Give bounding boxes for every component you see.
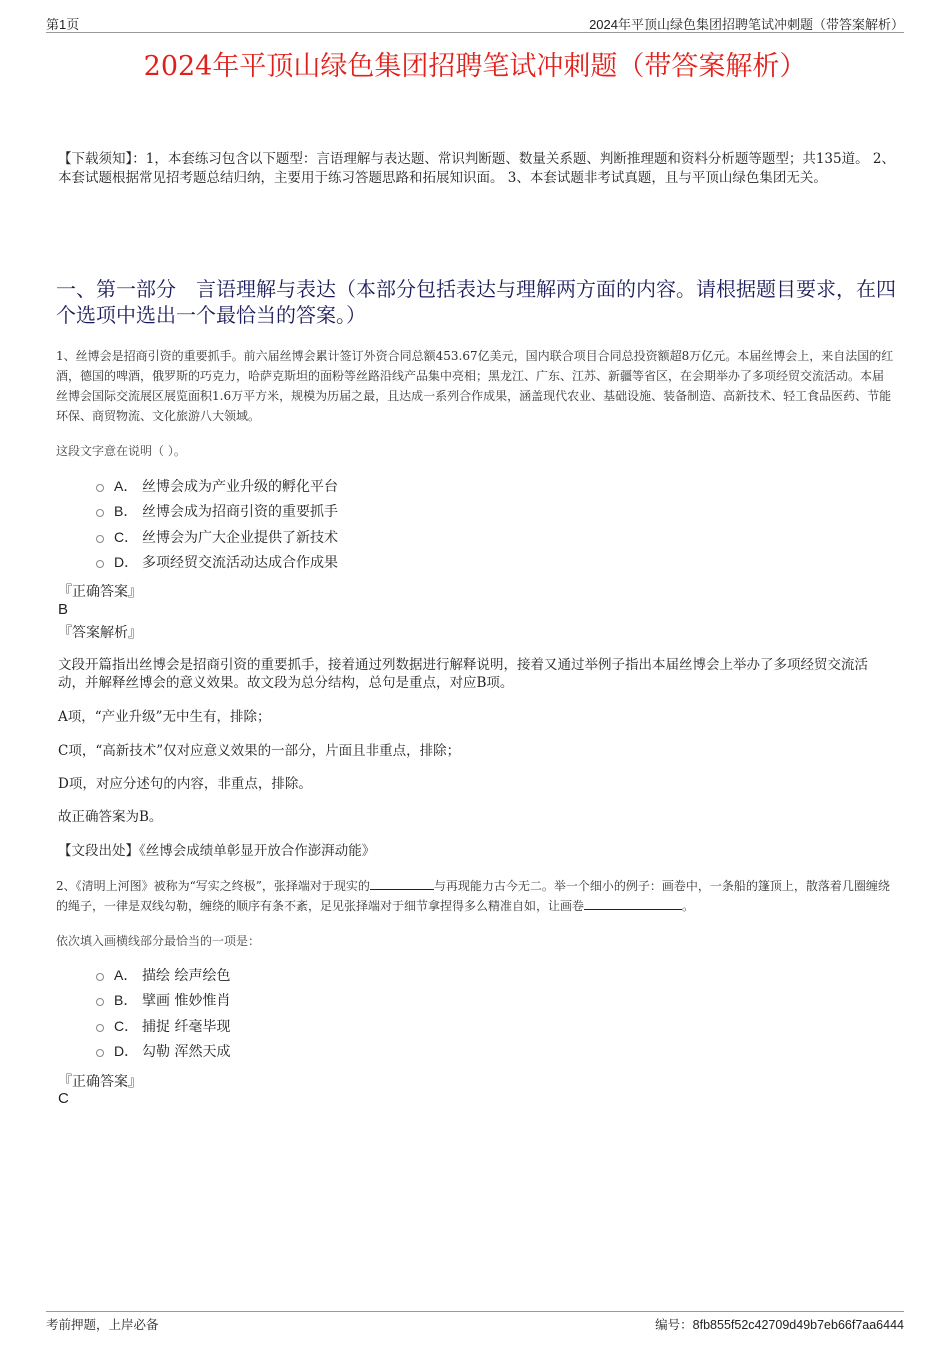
option-c[interactable]: C． 捕捉 纤毫毕现 bbox=[96, 1013, 230, 1039]
option-text: 描绘 绘声绘色 bbox=[142, 967, 231, 984]
download-notice: 【下载须知】：1，本套练习包含以下题型：言语理解与表达题、常识判断题、数量关系题、判断推理题和资料分析题等题型；共135道。 2、本套试题根据常见招考题总结归纳，主要用于练习答题思路和拓展知识面。 3、本套试题非考试真题，且与平顶山绿色集团无关。 bbox=[58, 151, 895, 186]
radio-icon[interactable] bbox=[96, 535, 104, 543]
answer-value: B bbox=[58, 601, 69, 618]
option-text: 多项经贸交流活动达成合作成果 bbox=[142, 555, 338, 572]
analysis-source: 【文段出处】《丝博会成绩单彰显开放合作澎湃动能》 bbox=[58, 843, 376, 859]
section-heading: 一、第一部分 言语理解与表达（本部分包括表达与理解两方面的内容。请根据题目要求，在四个选项中选出一个最恰当的答案。） bbox=[56, 277, 896, 327]
question-2-text: 2、《清明上河图》被称为“写实之终极”，张择端对于现实的 与再现能力古今无二。举一个细小的例子：画卷中，一条船的篷顶上，散落着几圈缠绕的绳子，一律是双线勾勒，缠绕的顺序有条不紊，足见张择端对于细节拿捏得多么精准自如，让画卷 。 bbox=[56, 879, 890, 913]
answer-label: 『正确答案』 bbox=[58, 1074, 142, 1090]
page-number: 第1页 bbox=[46, 17, 80, 32]
option-text: 擘画 惟妙惟肖 bbox=[142, 993, 231, 1010]
header-doc-title: 2024年平顶山绿色集团招聘笔试冲刺题（带答案解析） bbox=[589, 17, 904, 32]
option-d[interactable]: D． 勾勒 浑然天成 bbox=[96, 1039, 230, 1065]
option-text: 丝博会成为产业升级的孵化平台 bbox=[142, 478, 338, 495]
option-b[interactable]: B． 擘画 惟妙惟肖 bbox=[96, 988, 230, 1014]
analysis-item-a: A项，“产业升级”无中生有，排除； bbox=[58, 709, 271, 725]
option-d[interactable]: D． 多项经贸交流活动达成合作成果 bbox=[96, 550, 338, 576]
header-divider bbox=[46, 32, 904, 33]
question-2-prompt: 依次填入画横线部分最恰当的一项是： bbox=[56, 934, 261, 948]
fill-blank-2[interactable] bbox=[584, 897, 682, 910]
question-1-prompt: 这段文字意在说明（ ）。 bbox=[56, 444, 186, 458]
analysis-item-c: C项，“高新技术”仅对应意义效果的一部分，片面且非重点，排除； bbox=[58, 743, 461, 759]
option-c[interactable]: C． 丝博会为广大企业提供了新技术 bbox=[96, 524, 338, 550]
analysis-conclusion: 故正确答案为B。 bbox=[58, 809, 163, 825]
answer-value: C bbox=[58, 1090, 69, 1107]
radio-icon[interactable] bbox=[96, 484, 104, 492]
option-text: 丝博会为广大企业提供了新技术 bbox=[142, 529, 338, 546]
answer-label: 『正确答案』 bbox=[58, 584, 142, 600]
analysis-label: 『答案解析』 bbox=[58, 625, 142, 641]
footer-divider bbox=[46, 1311, 904, 1312]
radio-icon[interactable] bbox=[96, 560, 104, 568]
analysis-item-d: D项，对应分述句的内容，非重点，排除。 bbox=[58, 776, 312, 792]
radio-icon[interactable] bbox=[96, 973, 104, 981]
question-1-options bbox=[96, 473, 338, 575]
radio-icon[interactable] bbox=[96, 998, 104, 1006]
option-a[interactable]: A． 描绘 绘声绘色 bbox=[96, 962, 230, 988]
page-title: 2024年平顶山绿色集团招聘笔试冲刺题（带答案解析） bbox=[143, 51, 807, 82]
question-2-options bbox=[96, 962, 230, 1064]
analysis-paragraph: 文段开篇指出丝博会是招商引资的重要抓手，接着通过列数据进行解释说明，接着又通过举例子指出本届丝博会上举办了多项经贸交流活动，并解释丝博会的意义效果。故文段为总分结构，总句是重点，对应B项。 bbox=[58, 657, 868, 691]
option-text: 勾勒 浑然天成 bbox=[142, 1044, 231, 1061]
option-text: 丝博会成为招商引资的重要抓手 bbox=[142, 504, 338, 521]
footer-slogan: 考前押题，上岸必备 bbox=[46, 1317, 159, 1332]
footer-doc-id: 编号：8fb855f52c42709d49b7eb66f7aa6444 bbox=[655, 1318, 904, 1332]
fill-blank-1[interactable] bbox=[370, 877, 434, 890]
question-1-text: 1、丝博会是招商引资的重要抓手。前六届丝博会累计签订外资合同总额453.67亿美元，国内联合项目合同总投资额超8万亿元。本届丝博会上，来自法国的红酒，德国的啤酒，俄罗斯的巧克力，哈萨克斯坦的面粉等丝路沿线产品集中亮相；黑龙江、广东、江苏、新疆等省区，在会期举办了多项经贸交流活动。本届丝博会国际交流展区展览面积1.6万平方米，规模为历届之最，且达成一系列合作成果，涵盖现代农业、基础设施、装备制造、高新技术、轻工食品医药、节能环保、商贸物流、文化旅游八大领域。 bbox=[56, 349, 894, 423]
option-text: 捕捉 纤毫毕现 bbox=[142, 1018, 231, 1035]
radio-icon[interactable] bbox=[96, 509, 104, 517]
option-b[interactable]: B． 丝博会成为招商引资的重要抓手 bbox=[96, 499, 338, 525]
radio-icon[interactable] bbox=[96, 1024, 104, 1032]
radio-icon[interactable] bbox=[96, 1049, 104, 1057]
option-a[interactable]: A． 丝博会成为产业升级的孵化平台 bbox=[96, 473, 338, 499]
